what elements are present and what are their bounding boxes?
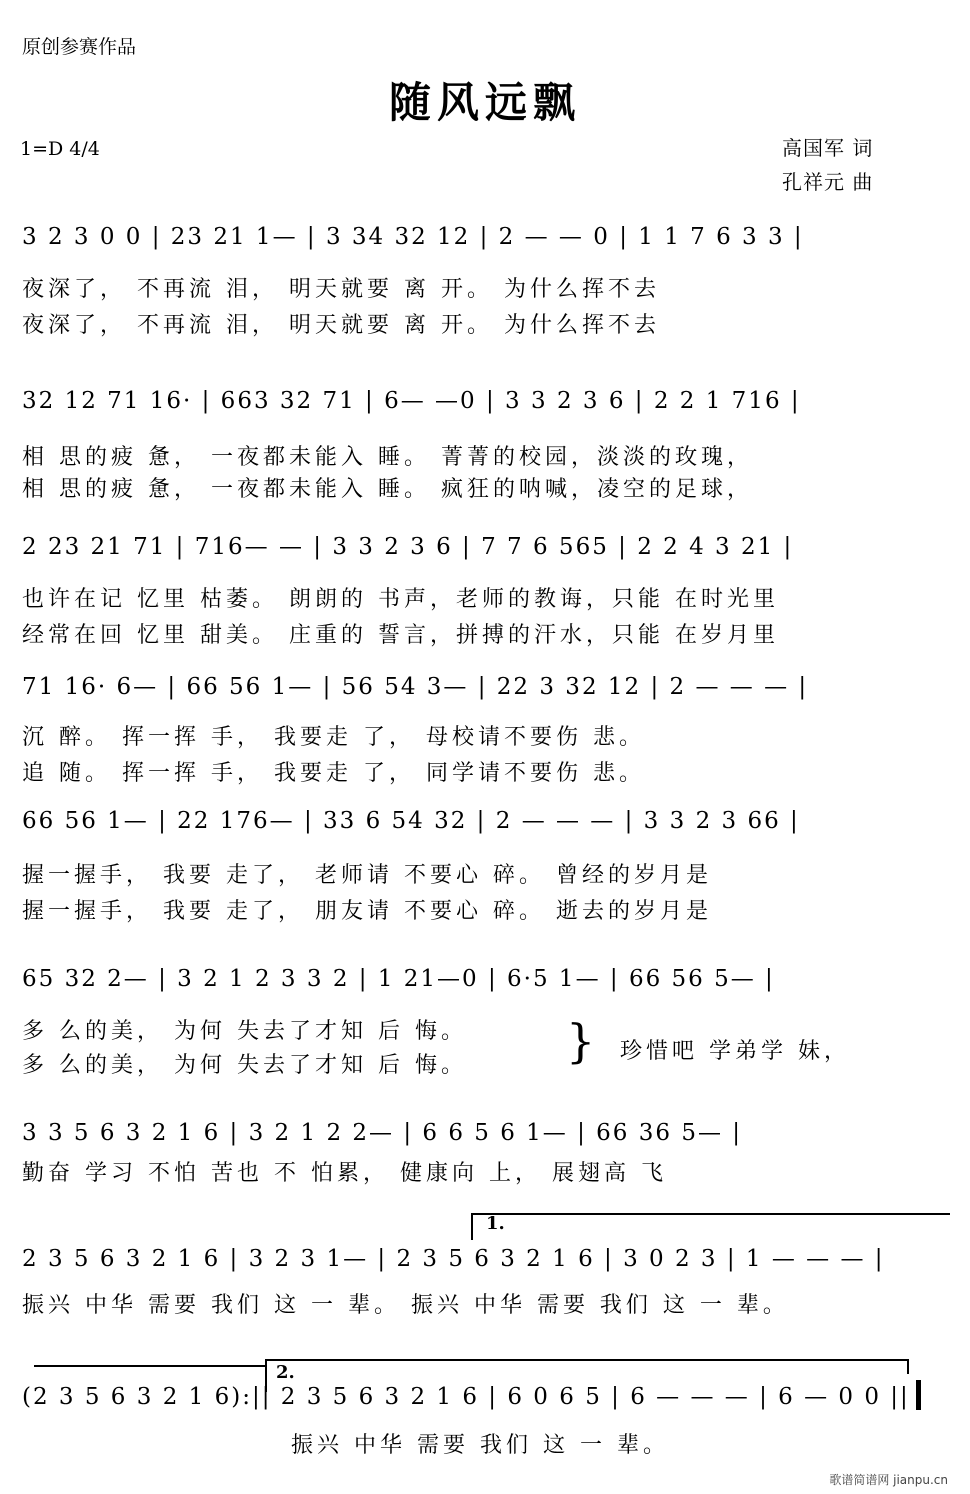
composer-credit: 孔祥元 曲 — [782, 170, 874, 194]
lyric-row-3-verse-2: 经常在回 忆里 甜美。 庄重的 誓言，拼搏的汗水，只能 在岁月里 — [22, 623, 779, 648]
notation-row-1: 3 2 3 0 0 | 23 21 1— | 3 34 32 12 | 2 — — 0 | 1 1 7 6 3 3 | — [22, 224, 804, 250]
notation-row-2: 32 12 71 16· | 663 32 71 | 6— —0 | 3 3 2 3 6 | 2 2 1 716 | — [22, 388, 801, 414]
lyric-row-4-verse-2: 追 随。 挥一挥 手， 我要走 了， 同学请不要伤 悲。 — [22, 761, 645, 786]
lyric-row-7: 勤奋 学习 不怕 苦也 不 怕累， 健康向 上， 展翅高 飞 — [22, 1161, 667, 1186]
notation-row-7: 3 3 5 6 3 2 1 6 | 3 2 1 2 2— | 6 6 5 6 1— | 66 36 5— | — [22, 1120, 743, 1146]
lyric-row-6-verse-2: 多 么的美， 为何 失去了才知 后 悔。 — [22, 1053, 467, 1078]
lyric-row-5-verse-1: 握一握手， 我要 走了， 老师请 不要心 碎。 曾经的岁月是 — [22, 863, 712, 888]
site-watermark: 歌谱简谱网 jianpu.cn — [829, 1473, 948, 1487]
lyric-row-2-verse-2: 相 思的疲 惫， 一夜都未能入 睡。 疯狂的呐喊，凌空的足球， — [22, 477, 753, 502]
lyric-row-3-verse-1: 也许在记 忆里 枯萎。 朗朗的 书声，老师的教诲，只能 在时光里 — [22, 587, 779, 612]
notation-row-8: 2 3 5 6 3 2 1 6 | 3 2 3 1— | 2 3 5 6 3 2 1 6 | 3 0 2 3 | 1 — — — | — [22, 1246, 885, 1272]
notation-row-3: 2 23 21 71 | 716— — | 3 3 2 3 6 | 7 7 6 565 | 2 2 4 3 21 | — [22, 534, 794, 560]
lyric-row-2-verse-1: 相 思的疲 惫， 一夜都未能入 睡。 菁菁的校园，淡淡的玫瑰， — [22, 445, 753, 470]
lyric-row-1-verse-1: 夜深了， 不再流 泪， 明天就要 离 开。 为什么挥不去 — [22, 277, 660, 302]
lyric-row-5-verse-2: 握一握手， 我要 走了， 朋友请 不要心 碎。 逝去的岁月是 — [22, 899, 712, 924]
notation-row-9: (2 3 5 6 3 2 1 6):|| 2 3 5 6 3 2 1 6 | 6 0 6 5 | 6 — — — | 6 — 0 0 || — [22, 1384, 910, 1410]
notation-row-5: 66 56 1— | 22 176— | 33 6 54 32 | 2 — — — | 3 3 2 3 66 | — [22, 808, 800, 834]
song-title: 随风远飘 — [388, 78, 581, 127]
lyric-row-1-verse-2: 夜深了， 不再流 泪， 明天就要 离 开。 为什么挥不去 — [22, 313, 660, 338]
shared-lyric: 珍惜吧 学弟学 妹， — [620, 1039, 850, 1064]
volta-1-bracket — [472, 1214, 950, 1240]
lyric-row-6-verse-1: 多 么的美， 为何 失去了才知 后 悔。 — [22, 1019, 467, 1044]
lyric-row-9: 振兴 中华 需要 我们 这 一 辈。 — [291, 1433, 669, 1458]
notation-row-6: 65 32 2— | 3 2 1 2 3 3 2 | 1 21—0 | 6·5 1— | 66 56 5— | — [22, 966, 775, 992]
contest-note: 原创参赛作品 — [22, 36, 137, 58]
notation-row-4: 71 16· 6— | 66 56 1— | 56 54 3— | 22 3 32 12 | 2 — — — | — [22, 674, 809, 700]
key-signature: 1=D 4/4 — [20, 138, 100, 160]
verse-brace: } — [566, 1014, 596, 1068]
lyric-row-8: 振兴 中华 需要 我们 这 一 辈。 振兴 中华 需要 我们 这 一 辈。 — [22, 1293, 789, 1318]
lyric-row-4-verse-1: 沉 醉。 挥一挥 手， 我要走 了， 母校请不要伤 悲。 — [22, 725, 645, 750]
lyricist-credit: 高国军 词 — [782, 136, 874, 160]
volta-2-label: 2. — [276, 1362, 295, 1383]
volta-1-label: 1. — [486, 1213, 505, 1234]
